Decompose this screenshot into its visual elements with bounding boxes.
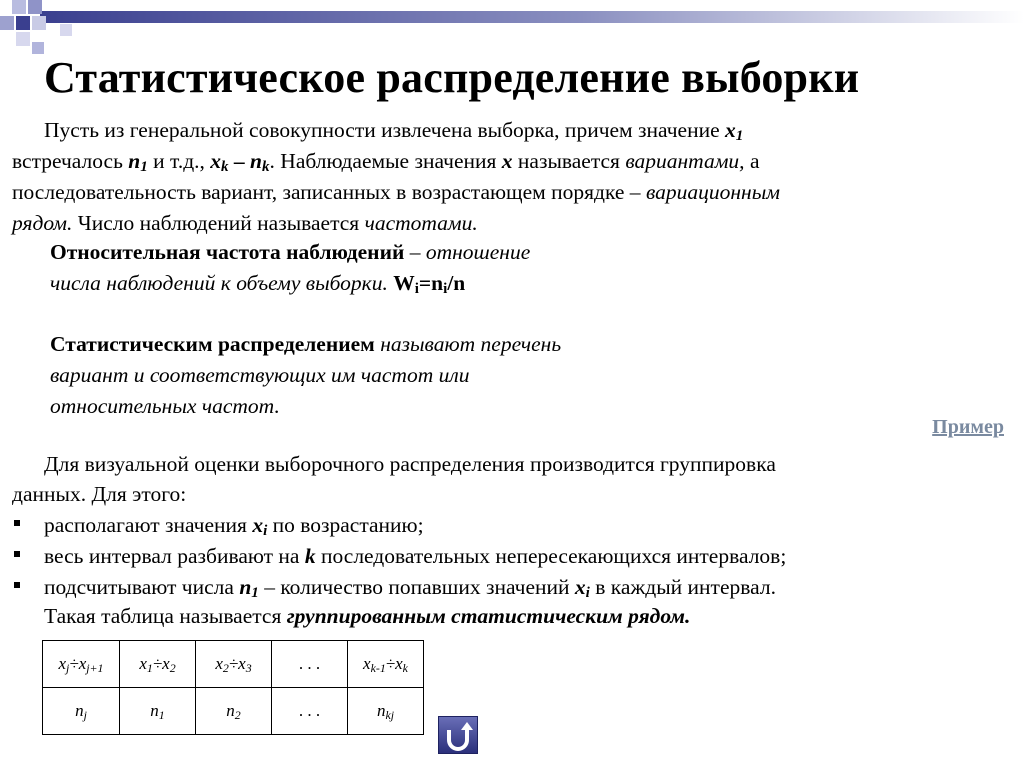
table-cell: $x_1\div x_2$ <box>120 641 196 688</box>
var-n1: $n_1$ <box>128 149 148 175</box>
bullet-marker <box>14 520 20 526</box>
grouping-intro-1: Для визуальной оценки выборочного распределения производится группировка <box>44 452 776 476</box>
table-cell: $x_2\div x_3$ <box>196 641 272 688</box>
table-cell: $n_2$ <box>196 688 272 735</box>
relative-frequency-line-1: Относительная частота наблюдений – отношение <box>50 240 531 264</box>
intro-line-4: рядом. Число наблюдений называется частотами. <box>12 211 478 235</box>
term-variants: вариантами, <box>625 149 745 173</box>
slide-title: Статистическое распределение выборки <box>44 53 860 102</box>
statdist-line-3: относительных частот. <box>50 394 280 418</box>
intro-line-2: встречалось $n_1$ и т.д., $x_k - n_k$. Наблюдаемые значения x называется вариантами, а <box>12 149 760 175</box>
term-statistical-distribution: Статистическим распределением <box>50 332 375 356</box>
return-up-arrow-icon[interactable] <box>438 716 478 754</box>
var-nk: $n_k$ <box>250 149 270 175</box>
table-cell: $x_j\div x_{j+1}$ <box>43 641 120 688</box>
relative-frequency-line-2: числа наблюдений к объему выборки. $W_i=n_i/n$ <box>50 271 466 297</box>
statdist-line-1: Статистическим распределением называют перечень <box>50 332 562 356</box>
table-cell: . . . <box>272 688 348 735</box>
intro-line-3: последовательность вариант, записанных в возрастающем порядке – вариационным <box>12 180 780 204</box>
statdist-line-2: вариант и соответствующих им частот или <box>50 363 470 387</box>
example-link[interactable]: Пример <box>932 416 1004 438</box>
table-cell: $n_1$ <box>120 688 196 735</box>
bullet-marker <box>14 551 20 557</box>
term-relative-frequency: Относительная частота наблюдений <box>50 240 405 264</box>
bullet-1: располагают значения $x_i$ по возрастанию; <box>44 513 424 539</box>
term-frequencies: частотами. <box>364 211 478 235</box>
table-cell: $n_j$ <box>43 688 120 735</box>
table-row <box>43 688 424 735</box>
header-decoration <box>0 0 1024 60</box>
intro-text: Пусть из генеральной совокупности извлечена выборка, причем значение <box>44 118 725 142</box>
grouping-summary: Такая таблица называется группированным статистическим рядом. <box>44 604 691 628</box>
relative-frequency-formula: $W_i=n_i/n$ <box>393 271 466 297</box>
term-grouped-series: группированным статистическим рядом. <box>286 604 691 628</box>
table-cell: $n_{kj}$ <box>348 688 424 735</box>
bullet-2: весь интервал разбивают на k последовательных непересекающихся интервалов; <box>44 544 787 568</box>
grouped-series-table <box>42 640 424 735</box>
grouping-intro-2: данных. Для этого: <box>12 482 187 506</box>
table-cell: . . . <box>272 641 348 688</box>
var-x1: $x_1$ <box>725 118 744 144</box>
intro-line-1 <box>44 114 743 146</box>
bullet-marker <box>14 582 20 588</box>
var-xk: $x_k$ <box>210 149 229 175</box>
bullet-3: подсчитывают числа $n_1$ – количество попавших значений $x_i$ в каждый интервал. <box>44 575 776 601</box>
table-cell: $x_{k-1}\div x_k$ <box>348 641 424 688</box>
table-row <box>43 641 424 688</box>
term-variational: вариационным <box>645 180 780 204</box>
